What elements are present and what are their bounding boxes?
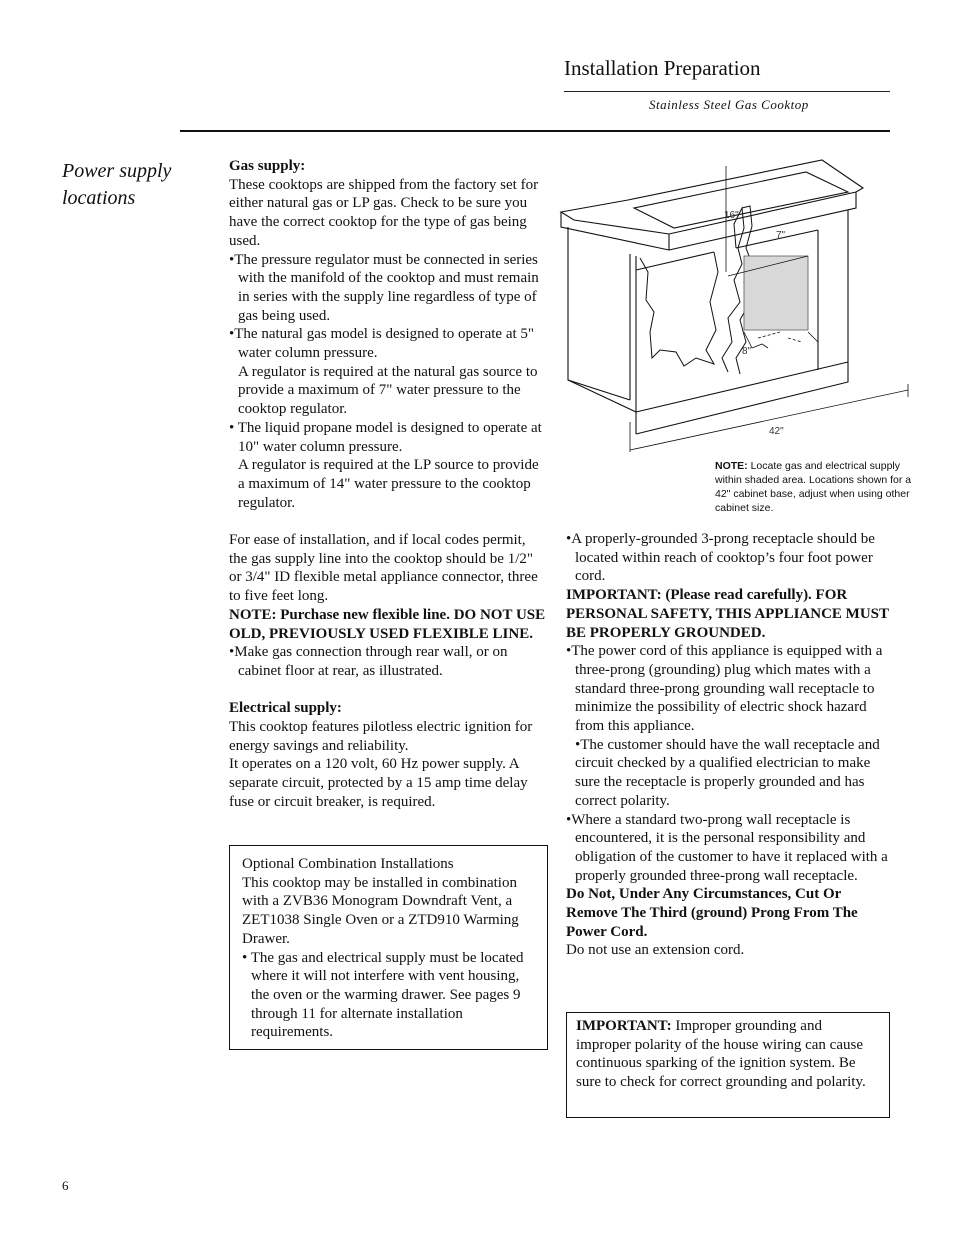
section-title: Power supply locations [62, 160, 172, 209]
electrical-text-2: It operates on a 120 volt, 60 Hz power supply. A separate circuit, protected by a 15 amp time delay fuse or circuit breaker, is required. [229, 756, 528, 810]
gas-natural-regulator: A regulator is required at the natural gas source to provide a maximum of 7" water pressure to the cooktop regulator. [238, 363, 538, 418]
gas-supply-section [229, 157, 547, 812]
header-divider [564, 91, 890, 92]
gas-ease-text: For ease of installation, and if local codes permit, the gas supply line into the cooktop should be 1/2" or 3/4" ID flexible metal appliance connector, three to five feet long. [229, 532, 538, 605]
electrical-text-1: This cooktop features pilotless electric ignition for energy savings and reliability. [229, 719, 533, 754]
page-header-subtitle: Stainless Steel Gas Cooktop [649, 97, 809, 112]
prong-warning: Do Not, Under Any Circumstances, Cut Or Remove The Third (ground) Prong From The Power Cord. [566, 886, 858, 940]
optional-heading: Optional Combination Installations [242, 856, 454, 872]
diagram-note-label: NOTE: [715, 460, 748, 472]
dimension-7: 7" [776, 230, 786, 241]
power-cord-bullet: •The power cord of this appliance is equipped with a three-prong (grounding) plug which mates with a standard three-prong grounding wall receptacle to minimize the possibility of electric shock hazard from this appliance. [566, 643, 883, 735]
important-box-label: IMPORTANT: [576, 1018, 672, 1034]
gas-lp-regulator: A regulator is required at the LP source to provide a maximum of 14" water pressure to the cooktop regulator. [238, 457, 539, 511]
page-number: 6 [62, 1178, 69, 1193]
optional-bullet: • The gas and electrical supply must be located where it will not interfere with vent housing, the oven or the warming drawer. See pages 9 through 11 for alternate installation requirements. [242, 949, 524, 1041]
electrical-heading: Electrical supply: [229, 700, 342, 717]
dimension-16: 16" [724, 210, 739, 221]
grounding-section [566, 530, 892, 960]
important-box [566, 1012, 890, 1118]
gas-note: NOTE: Purchase new flexible line. DO NOT USE OLD, PREVIOUSLY USED FLEXIBLE LINE. [229, 606, 546, 642]
gas-connection-bullet: •Make gas connection through rear wall, or on cabinet floor at rear, as illustrated. [229, 644, 508, 679]
optional-combination-box [229, 845, 548, 1050]
important-grounding: IMPORTANT: (Please read carefully). FOR PERSONAL SAFETY, THIS APPLIANCE MUST BE PROPERLY GROUNDED. [566, 587, 889, 641]
diagram-note [715, 459, 915, 515]
cabinet-diagram [556, 152, 912, 452]
diagram-note-text: Locate gas and electrical supply within shaded area. Locations shown for a 42" cabinet base, adjust when using other cabinet size. [715, 460, 912, 514]
gas-intro: These cooktops are shipped from the factory set for either natural gas or LP gas. Check to be sure you have the correct cooktop for the type of gas being used. [229, 176, 539, 249]
gas-bullet-lp: • The liquid propane model is designed to operate at 10" water column pressure. [229, 419, 542, 455]
two-prong-bullet: •Where a standard two-prong wall receptacle is encountered, it is the personal responsibility and obligation of the customer to have it replaced with a properly grounded three-prong wall receptacle. [566, 811, 888, 884]
main-divider [180, 130, 890, 132]
gas-bullet-regulator: •The pressure regulator must be connected in series with the manifold of the cooktop and must remain in series with the supply line regardless of type of gas being used. [229, 251, 539, 324]
optional-text: This cooktop may be installed in combination with a ZVB36 Monogram Downdraft Vent, a ZET1038 Single Oven or a ZTD910 Warming Drawer. [242, 874, 519, 947]
extension-cord-text: Do not use an extension cord. [566, 942, 745, 959]
customer-check-text: •The customer should have the wall receptacle and circuit checked by a qualified electrician to make sure the receptacle is properly grounded and has correct polarity. [575, 736, 880, 809]
dimension-8: 8" [742, 346, 752, 357]
page-header-title: Installation Preparation [564, 56, 761, 80]
dimension-42: 42" [769, 426, 784, 437]
important-box-text: Improper grounding and improper polarity of the house wiring can cause continuous sparking of the ignition system. Be sure to check for correct grounding and polarity. [576, 1018, 866, 1091]
gas-bullet-natural: •The natural gas model is designed to operate at 5" water column pressure. [229, 326, 535, 362]
receptacle-bullet: •A properly-grounded 3-prong receptacle should be located within reach of cooktop’s four foot power cord. [566, 531, 875, 585]
gas-supply-heading: Gas supply: [229, 158, 306, 174]
